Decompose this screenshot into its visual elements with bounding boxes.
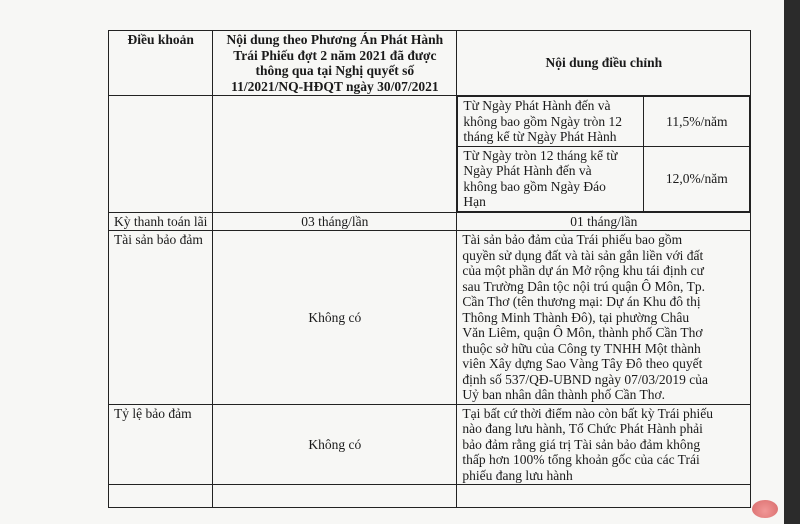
collateral-ratio-label: Tỷ lệ bảo đảm	[109, 404, 213, 485]
amendment-table	[108, 30, 751, 508]
collateral-label: Tài sản bảo đảm	[109, 231, 213, 405]
payment-period-row	[109, 212, 751, 231]
interest-subrow-2-desc: Từ Ngày tròn 12 tháng kể từ Ngày Phát Hành đến và không bao gồm Ngày Đáo Hạn	[458, 146, 644, 211]
interest-rate-label	[109, 96, 213, 213]
interest-rate-original	[213, 96, 457, 213]
next-row-partial	[109, 485, 751, 508]
payment-period-label: Kỳ thanh toán lãi	[109, 212, 213, 231]
payment-period-original: 03 tháng/lần	[213, 212, 457, 231]
interest-subrow-1-rate: 11,5%/năm	[644, 97, 750, 147]
interest-subrow-1-desc: Từ Ngày Phát Hành đến và không bao gồm Ngày tròn 12 tháng kể từ Ngày Phát Hành	[458, 97, 644, 147]
header-clause: Điều khoản	[109, 31, 213, 96]
interest-subrow-2-rate: 12,0%/năm	[644, 146, 750, 211]
viewer-frame-edge	[784, 0, 800, 524]
interest-subrow-1	[458, 97, 750, 147]
collateral-ratio-row	[109, 404, 751, 485]
watermark-logo-icon	[752, 500, 778, 518]
collateral-ratio-adjusted: Tại bất cứ thời điểm nào còn bất kỳ Trái phiếu nào đang lưu hành, Tổ Chức Phát Hành phải bảo đảm rằng giá trị Tài sản bảo đảm không thấp hơn 100% tổng khoản gốc của các Trái phiếu đang lưu hành	[457, 404, 751, 485]
interest-rate-subtable	[457, 96, 750, 212]
header-adjusted-content: Nội dung điều chỉnh	[457, 31, 751, 96]
interest-rate-adjusted	[457, 96, 751, 213]
interest-rate-row	[109, 96, 751, 213]
collateral-ratio-original: Không có	[213, 404, 457, 485]
payment-period-adjusted: 01 tháng/lần	[457, 212, 751, 231]
interest-subrow-2	[458, 146, 750, 211]
collateral-row	[109, 231, 751, 405]
header-original-content: Nội dung theo Phương Án Phát Hành Trái Phiếu đợt 2 năm 2021 đã được thông qua tại Nghị quyết số 11/2021/NQ-HĐQT ngày 30/07/2021	[213, 31, 457, 96]
collateral-original: Không có	[213, 231, 457, 405]
collateral-adjusted: Tài sản bảo đảm của Trái phiếu bao gồm quyền sử dụng đất và tài sản gắn liền với đất của một phần dự án Mở rộng khu tái định cư sau Trường Dân tộc nội trú quận Ô Môn, Tp. Cần Thơ (tên thương mại: Dự án Khu đô thị Thông Minh Thành Đô), tại phường Châu Văn Liêm, quận Ô Môn, thành phố Cần Thơ thuộc sở hữu của Công ty TNHH Một thành viên Xây dựng Sao Vàng Tây Đô theo quyết định số 537/QĐ-UBND ngày 07/03/2019 của Uỷ ban nhân dân thành phố Cần Thơ.	[457, 231, 751, 405]
header-row	[109, 31, 751, 96]
